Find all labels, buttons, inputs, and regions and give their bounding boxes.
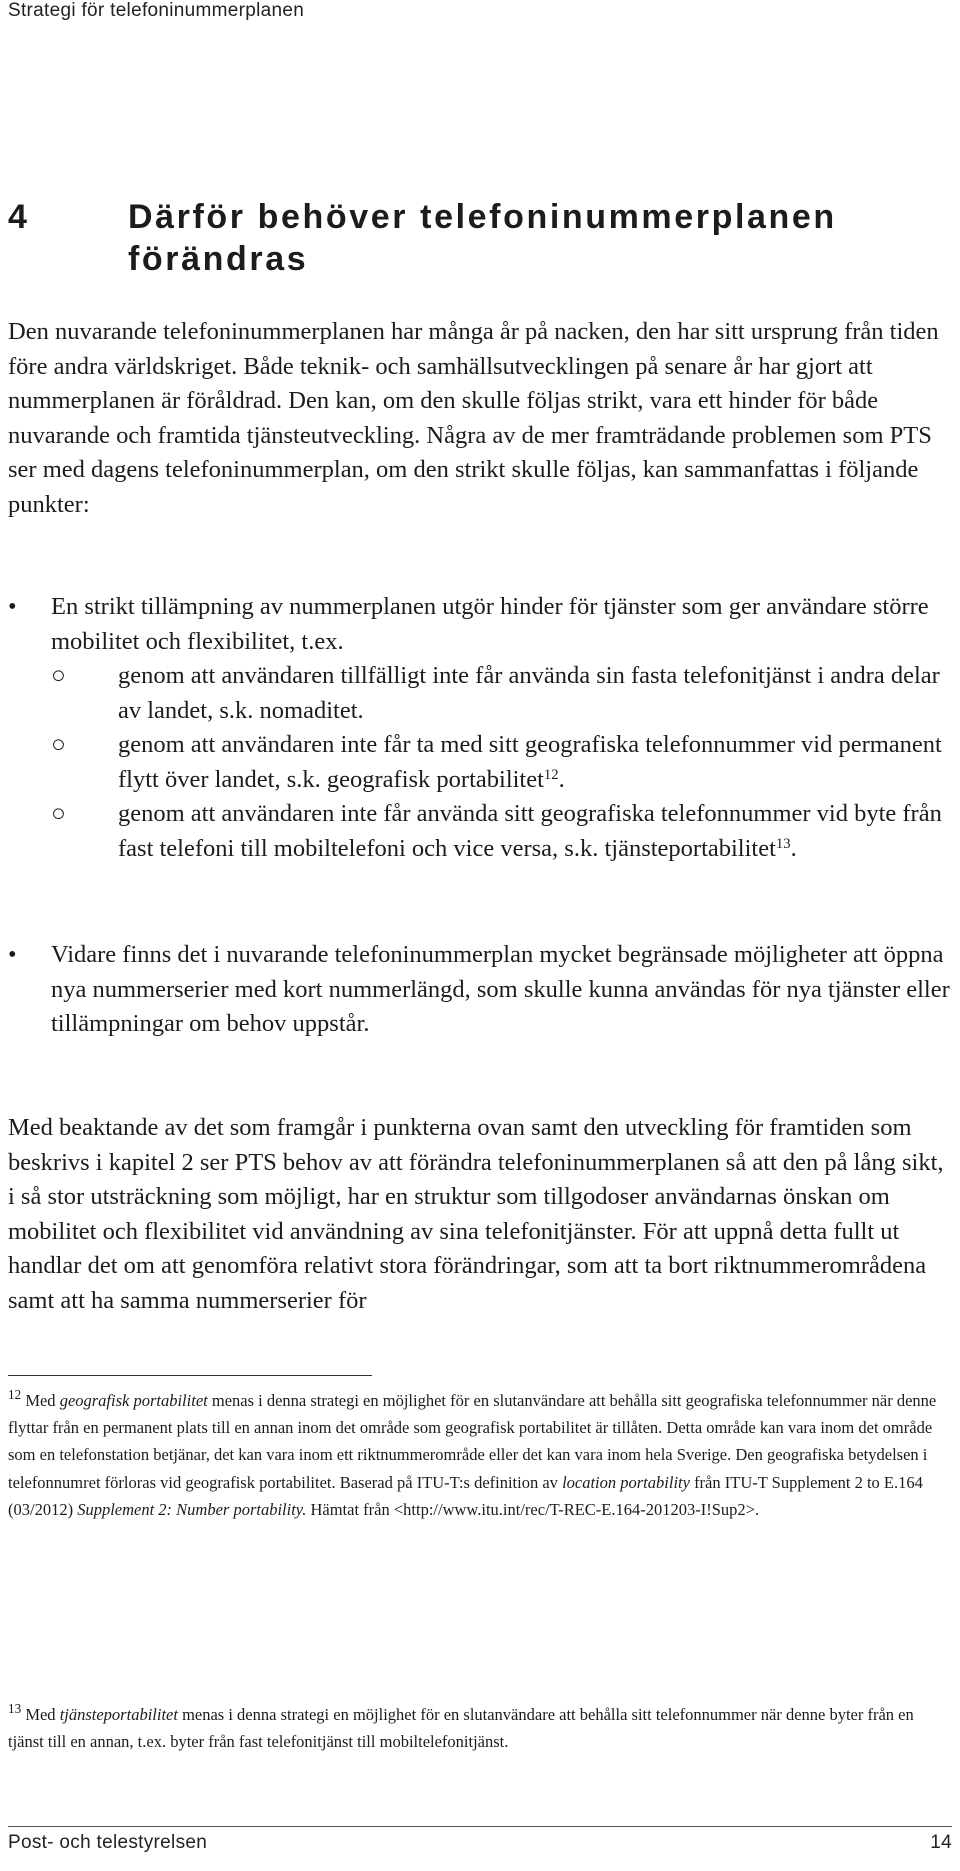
footnote-13 bbox=[8, 1701, 952, 1755]
footnote-divider bbox=[8, 1375, 372, 1376]
section-title: Därför behöver telefoninummerplanen förändras bbox=[128, 198, 837, 278]
circle-bullet-icon: ○ bbox=[51, 731, 66, 758]
footnote-mark: 13 bbox=[8, 1700, 22, 1716]
footer-publisher: Post- och telestyrelsen bbox=[8, 1832, 208, 1853]
circle-bullet-icon: ○ bbox=[51, 800, 66, 827]
sub-bullet-end: . bbox=[790, 834, 797, 862]
footnote-ref-12[interactable]: 12 bbox=[543, 766, 559, 783]
bullet-text: En strikt tillämpning av nummerplanen utgör hinder för tjänster som ger användare större mobilitet och flexibilitet, t.ex. bbox=[51, 593, 929, 655]
sub-bullet-text: genom att användaren inte får använda sitt geografiska telefonnummer vid byte från fast telefoni till mobiltelefoni och vice versa, s.k. tjänsteportabilitet bbox=[118, 800, 942, 862]
circle-bullet-icon: ○ bbox=[51, 662, 66, 689]
bullet-item-nummerserier bbox=[8, 938, 952, 1042]
footnote-mark: 12 bbox=[8, 1386, 22, 1402]
page-footer bbox=[8, 1832, 952, 1854]
page-number: 14 bbox=[930, 1832, 952, 1853]
footnote-text: från ITU-T Supplement 2 to E.164 (03/2012) bbox=[8, 1472, 923, 1519]
sub-bullet-text: genom att användaren tillfälligt inte får använda sin fasta telefonitjänst i andra delar av landet, s.k. nomaditet. bbox=[118, 662, 940, 724]
footnote-italic: Supplement 2: Number portability. bbox=[77, 1499, 307, 1519]
footnote-12 bbox=[8, 1387, 952, 1523]
footnote-term: geografisk portabilitet bbox=[59, 1391, 208, 1410]
footnote-italic: location portability bbox=[562, 1472, 690, 1492]
sub-bullet-tjanste bbox=[51, 797, 952, 866]
footnote-text: menas i denna strategi en möjlighet för en slutanvändare att behålla sitt geografiska telefonnummer när denne flyttar från en permanent plats till en annan inom det område som geografisk portabilitet är tillåten. Detta område kan vara inom det område som en telefonstation betjänar, det kan vara inom ett riktnummerområde eller det kan vara inom hela Sverige. Den geografiska betydelsen i telefonnumret förloras vid geografisk portabilitet. Baserad på ITU-T:s definition av bbox=[8, 1391, 937, 1492]
bullet-text: Vidare finns det i nuvarande telefoninummerplan mycket begränsade möjligheter att öppna nya nummerserier med kort nummerlängd, som skulle kunna användas för nya tjänster eller tillämpningar om behov uppstår. bbox=[51, 941, 950, 1037]
bullet-item-mobility bbox=[8, 590, 952, 659]
bullet-icon: • bbox=[8, 941, 17, 968]
sub-bullet-end: . bbox=[558, 765, 565, 793]
bullet-list-item bbox=[8, 590, 952, 866]
footnote-term: tjänsteportabilitet bbox=[59, 1705, 178, 1724]
sub-bullet-geografisk bbox=[51, 728, 952, 797]
running-header: Strategi för telefoninummerplanen bbox=[8, 0, 305, 21]
sub-bullet-nomaditet bbox=[51, 659, 952, 728]
section-number: 4 bbox=[8, 198, 30, 236]
footnote-text: menas i denna strategi en möjlighet för en slutanvändare att behålla sitt telefonnummer när denne byter från en tjänst till en annan, t.ex. byter från fast telefonitjänst till mobiltelefonitjänst. bbox=[8, 1705, 914, 1752]
footer-divider bbox=[8, 1826, 952, 1827]
bullet-list-item bbox=[8, 938, 952, 1042]
footnote-text: Med bbox=[21, 1391, 60, 1410]
footnote-text: Med bbox=[21, 1705, 60, 1724]
bullet-icon: • bbox=[8, 593, 17, 620]
footnote-link-text: Hämtat från <http://www.itu.int/rec/T-REC-E.164-201203-I!Sup2>. bbox=[306, 1499, 760, 1519]
footnote-ref-13[interactable]: 13 bbox=[775, 835, 791, 852]
body-paragraph: Med beaktande av det som framgår i punkterna ovan samt den utveckling för framtiden som beskrivs i kapitel 2 ser PTS behov av att förändra telefoninummerplanen så att den på lång sikt, i så stor utsträckning som möjligt, har en struktur som tillgodoser användarnas önskan om mobilitet och flexibilitet vid användning av sina telefonitjänster. För att uppnå detta fullt ut handlar det om att genomföra relativt stora förändringar, som att ta bort riktnummerområdena samt att ha samma nummerserier för bbox=[8, 1114, 944, 1314]
sub-bullet-text: genom att användaren inte får ta med sitt geografiska telefonnummer vid permanent flytt över landet, s.k. geografisk portabilitet bbox=[118, 731, 942, 793]
intro-paragraph: Den nuvarande telefoninummerplanen har många år på nacken, den har sitt ursprung från tiden före andra världskriget. Både teknik- och samhällsutvecklingen på senare år har gjort att nummerplanen är föråldrad. Den kan, om den skulle följas strikt, vara ett hinder för både nuvarande och framtida tjänsteutveckling. Några av de mer framträdande problemen som PTS ser med dagens telefoninummerplan, om den strikt skulle följas, kan sammanfattas i följande punkter: bbox=[8, 318, 939, 518]
